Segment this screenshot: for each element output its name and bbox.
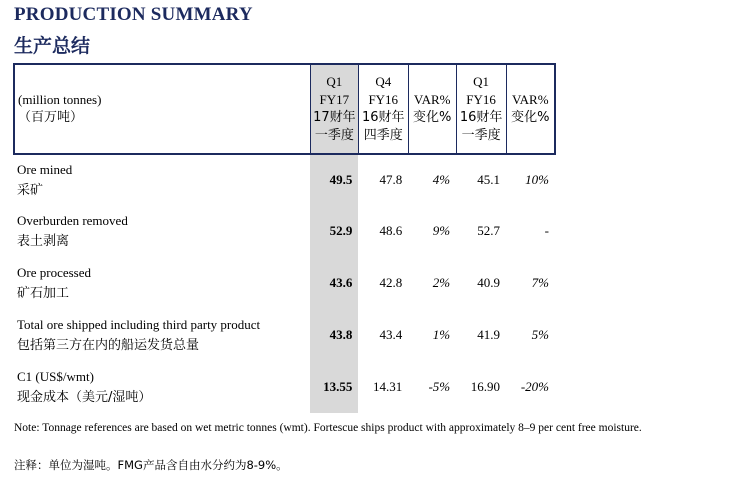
row-label [14,205,310,257]
col-header-var-2 [506,64,555,154]
row-label-en: Ore processed [17,265,91,280]
col-header-line: 一季度 [314,128,354,143]
unit-header-cn: （百万吨） [18,110,84,125]
cell-var-2: 7% [531,275,549,290]
col-header-line: VAR% [511,92,549,107]
col-header-q1-fy16 [456,64,506,154]
col-header-line: 变化% [412,110,452,125]
table-row-c1-cost [14,361,555,413]
col-header-line: 一季度 [461,128,501,143]
table-row-ore-processed [14,257,555,309]
col-header-line: 16财年 [459,110,503,125]
row-label-cn: 包括第三方在内的船运发货总量 [17,338,200,353]
cell-var-1: -5% [428,379,451,394]
cell-var-2: 10% [525,172,549,187]
cell-q4-fy16: 43.4 [379,327,403,342]
row-label [14,154,310,205]
cell-q1-fy17: 49.5 [310,154,358,205]
footnote-cn: 注释：单位为湿吨。FMG产品含自由水分约为8-9%。 [14,458,288,472]
row-label-cn: 表土剥离 [17,234,70,249]
col-header-line: FY16 [466,92,496,107]
col-header-line: 变化% [511,110,550,125]
col-header-line: Q1 [326,74,343,89]
row-label [14,361,310,413]
cell-q4-fy16: 47.8 [379,172,403,187]
cell-q1-fy16: 40.9 [477,275,501,290]
row-label-en: Overburden removed [17,213,128,228]
row-label-en: Ore mined [17,162,73,177]
row-label-cn: 矿石加工 [17,286,70,301]
col-header-q4-fy16 [358,64,408,154]
col-header-line: 17财年 [313,110,356,125]
table-header-row [14,64,555,154]
col-header-line: 四季度 [363,128,403,143]
cell-q1-fy17: 52.9 [310,205,358,257]
page-title: PRODUCTION SUMMARY [14,4,253,25]
cell-var-1: 4% [432,172,451,187]
cell-q4-fy16: 14.31 [372,379,403,394]
col-header-line: VAR% [413,92,451,107]
cell-q1-fy17: 43.8 [310,309,358,361]
table-row-ore-mined [14,154,555,205]
cell-var-1: 9% [432,223,451,238]
cell-q4-fy16: 48.6 [379,223,403,238]
col-header-var-1 [408,64,456,154]
row-label-cn: 现金成本（美元/湿吨） [17,390,152,405]
cell-q1-fy17: 43.6 [310,257,358,309]
col-header-line: FY17 [319,92,350,107]
table-row-total-ore-shipped [14,309,555,361]
cell-var-2: -20% [520,379,549,394]
cell-q4-fy16: 42.8 [379,275,403,290]
cell-var-2: 5% [531,327,549,342]
cell-var-2: - [544,223,549,238]
col-header-line: Q1 [473,74,490,89]
col-header-line: FY16 [368,92,399,107]
row-label-en: Total ore shipped including third party product [17,317,261,332]
table-row-overburden-removed [14,205,555,257]
col-header-line: Q4 [375,74,392,89]
footnote-en: Note: Tonnage references are based on wet metric tonnes (wmt). Fortescue ships product with approximately 8–9 per cent free moisture. [14,422,642,434]
cell-var-1: 1% [432,327,451,342]
cell-q1-fy16: 16.90 [470,379,501,394]
cell-var-1: 2% [432,275,451,290]
unit-header [14,64,310,154]
row-label [14,309,310,361]
row-label-en: C1 (US$/wmt) [17,369,94,384]
production-summary-table [13,63,556,413]
col-header-q1-fy17 [310,64,358,154]
unit-header-en: (million tonnes) [18,92,102,107]
row-label-cn: 采矿 [17,183,44,198]
row-label [14,257,310,309]
cell-q1-fy16: 52.7 [477,223,501,238]
cell-q1-fy16: 41.9 [477,327,501,342]
cell-q1-fy17: 13.55 [310,361,358,413]
col-header-line: 16财年 [361,110,405,125]
page-subtitle-cn: 生产总结 [14,35,91,57]
cell-q1-fy16: 45.1 [477,172,501,187]
